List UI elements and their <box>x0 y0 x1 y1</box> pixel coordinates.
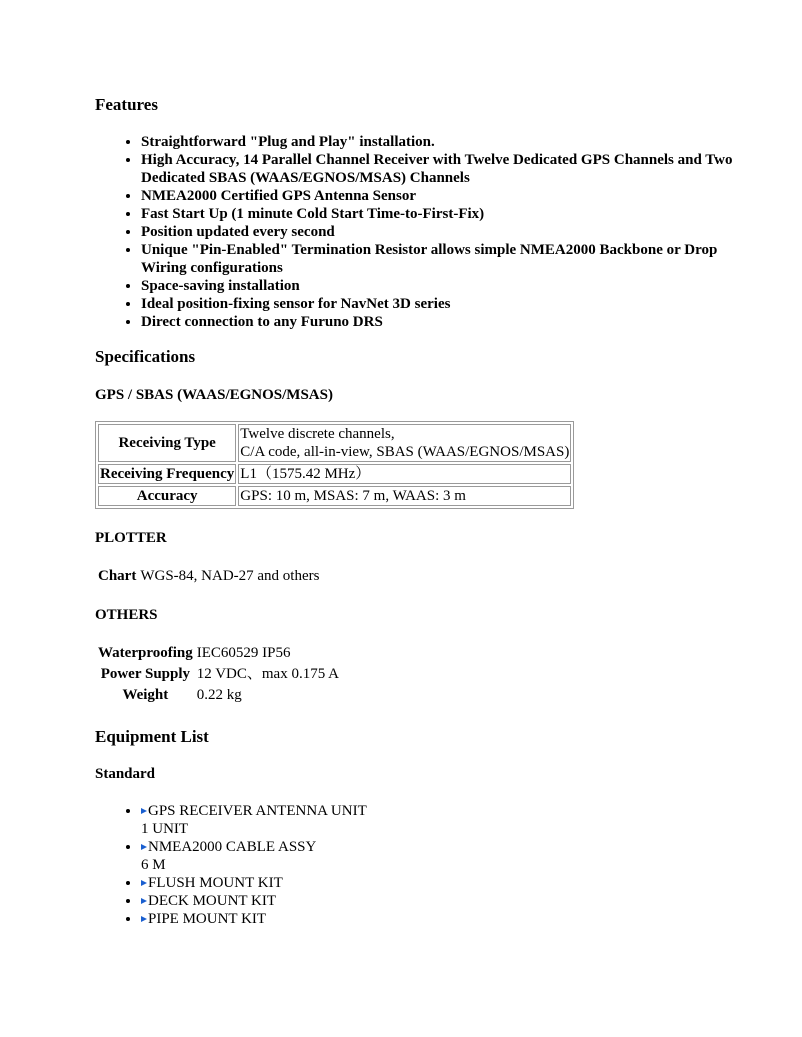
gps-sbas-heading: GPS / SBAS (WAAS/EGNOS/MSAS) <box>95 387 333 403</box>
plotter-table <box>95 565 322 588</box>
arrow-icon <box>141 880 147 886</box>
list-item <box>141 892 735 910</box>
specifications-heading: Specifications <box>95 347 196 366</box>
chart-value: WGS-84, NAD-27 and others <box>140 568 320 584</box>
receiving-frequency-label: Receiving Frequency <box>100 466 235 482</box>
chart-label: Chart <box>98 568 137 584</box>
arrow-icon <box>141 844 147 850</box>
table-row <box>97 686 340 705</box>
waterproofing-value: IEC60529 IP56 <box>196 645 291 661</box>
product-spec-page <box>95 95 735 928</box>
features-list <box>95 133 735 331</box>
weight-label: Weight <box>122 687 169 703</box>
table-row <box>98 486 571 506</box>
receiving-type-value-line1: Twelve discrete channels, <box>240 426 395 442</box>
equipment-name[interactable]: FLUSH MOUNT KIT <box>148 875 283 891</box>
table-row <box>97 567 320 586</box>
others-table <box>95 642 342 707</box>
table-row <box>97 665 340 684</box>
arrow-icon <box>141 898 147 904</box>
equipment-list-heading: Equipment List <box>95 727 209 746</box>
feature-item: • Direct connection to any Furuno DRS <box>141 313 735 331</box>
receiving-type-value <box>238 424 571 462</box>
features-heading: Features <box>95 95 158 114</box>
power-supply-label: Power Supply <box>100 666 191 682</box>
equipment-name[interactable]: PIPE MOUNT KIT <box>148 911 267 927</box>
equipment-list <box>95 802 735 928</box>
arrow-icon <box>141 808 147 814</box>
feature-item: • Straightforward "Plug and Play" installation. <box>141 133 735 151</box>
accuracy-label: Accuracy <box>98 486 236 506</box>
waterproofing-label: Waterproofing <box>98 645 193 661</box>
power-supply-value: 12 VDC、max 0.175 A <box>196 666 339 682</box>
feature-item: • Space-saving installation <box>141 277 735 295</box>
feature-item: • NMEA2000 Certified GPS Antenna Sensor <box>141 187 735 205</box>
equipment-name[interactable]: GPS RECEIVER ANTENNA UNIT <box>148 803 367 819</box>
table-row <box>97 644 340 663</box>
list-item <box>141 802 735 838</box>
equipment-name[interactable]: NMEA2000 CABLE ASSY <box>148 839 317 855</box>
gps-spec-table <box>95 421 574 509</box>
weight-value: 0.22 kg <box>196 687 242 703</box>
equipment-name[interactable]: DECK MOUNT KIT <box>148 893 277 909</box>
equipment-qty: 1 UNIT <box>141 821 189 837</box>
receiving-type-label: Receiving Type <box>98 424 236 462</box>
feature-item: • High Accuracy, 14 Parallel Channel Receiver with Twelve Dedicated GPS Channels and Two Dedicated SBAS (WAAS/EGNOS/MSAS) Channels <box>141 151 735 187</box>
feature-item: • Fast Start Up (1 minute Cold Start Time-to-First-Fix) <box>141 205 735 223</box>
accuracy-value: GPS: 10 m, MSAS: 7 m, WAAS: 3 m <box>238 486 571 506</box>
standard-heading: Standard <box>95 766 156 782</box>
list-item <box>141 874 735 892</box>
others-heading: OTHERS <box>95 607 158 623</box>
plotter-heading: PLOTTER <box>95 530 167 546</box>
feature-item: • Ideal position-fixing sensor for NavNet 3D series <box>141 295 735 313</box>
table-row <box>98 424 571 462</box>
equipment-qty: 6 M <box>141 857 166 873</box>
receiving-frequency-value: L1（1575.42 MHz） <box>238 464 571 484</box>
list-item <box>141 838 735 874</box>
table-row <box>98 464 571 484</box>
feature-item: • Position updated every second <box>141 223 735 241</box>
feature-item: • Unique "Pin-Enabled" Termination Resistor allows simple NMEA2000 Backbone or Drop Wiring configurations <box>141 241 735 277</box>
arrow-icon <box>141 916 147 922</box>
receiving-type-value-line2: C/A code, all-in-view, SBAS (WAAS/EGNOS/MSAS) <box>240 444 570 460</box>
list-item <box>141 910 735 928</box>
